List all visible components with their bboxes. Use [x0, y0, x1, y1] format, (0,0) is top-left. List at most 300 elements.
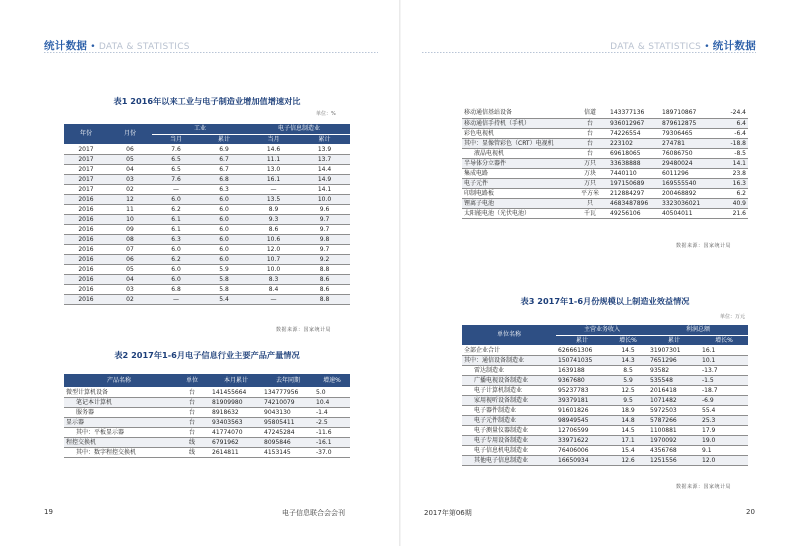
table-row	[64, 174, 350, 184]
table-row	[462, 188, 748, 198]
section-title-cn: 统计数据	[44, 40, 88, 52]
table-cell: 万只	[572, 158, 608, 168]
table-cell: 9.7	[299, 244, 350, 254]
table-cell: 21.6	[712, 208, 748, 218]
table-cell: 2016	[64, 264, 108, 274]
table-cell: 笔记本计算机	[64, 397, 174, 407]
table-cell: 台	[572, 138, 608, 148]
table-cell: 12.0	[700, 455, 748, 465]
table-cell: 10.4	[314, 397, 350, 407]
table-cell: 4356768	[648, 445, 700, 455]
table-cell: 电子专用设备制造业	[462, 435, 556, 445]
table-cell: 76406006	[556, 445, 608, 455]
table-cell: 2016	[64, 294, 108, 304]
table-cell: 98949545	[556, 415, 608, 425]
table-row	[462, 345, 748, 355]
col-unit-header: 单位	[174, 374, 210, 387]
table-cell: 143377136	[608, 108, 660, 118]
table-row	[64, 184, 350, 194]
table1	[64, 124, 350, 305]
table-cell: 9.7	[299, 224, 350, 234]
table-cell: 半导体分立器件	[462, 158, 572, 168]
table-cell: 16650934	[556, 455, 608, 465]
table-row	[64, 274, 350, 284]
col-year-header: 年份	[64, 124, 108, 144]
table-cell: -6.9	[700, 395, 748, 405]
table-cell: 8.9	[248, 204, 299, 214]
table-cell: 16.1	[700, 345, 748, 355]
table-cell: 06	[108, 254, 152, 264]
table-cell: 8.6	[299, 284, 350, 294]
table-cell: 4683487896	[608, 198, 660, 208]
col-profit-header: 利润总额	[648, 325, 748, 335]
table-cell: 6.0	[152, 244, 200, 254]
table-cell: 锂离子电池	[462, 198, 572, 208]
table-cell: 6.9	[200, 144, 248, 154]
table-row	[64, 254, 350, 264]
table-cell: 台	[572, 148, 608, 158]
table-cell: 10.7	[248, 254, 299, 264]
table-cell: 74226554	[608, 128, 660, 138]
table-row	[462, 395, 748, 405]
table-row	[462, 198, 748, 208]
table-cell: 6.7	[200, 154, 248, 164]
table-cell: 广播电视设备制造业	[462, 375, 556, 385]
table-cell: 189710867	[660, 108, 712, 118]
table-cell: 6.3	[200, 184, 248, 194]
table-cell: 5.8	[200, 284, 248, 294]
table-cell: 936012967	[608, 118, 660, 128]
table-cell: 千瓦	[572, 208, 608, 218]
table-row	[462, 168, 748, 178]
table-cell: 11.1	[248, 154, 299, 164]
table-cell: 274781	[660, 138, 712, 148]
header-rule	[44, 52, 378, 53]
table-cell: 6.2	[152, 204, 200, 214]
table-cell: 7440110	[608, 168, 660, 178]
table-cell: 移动通信基站设备	[462, 108, 572, 118]
table-cell: 9.6	[299, 204, 350, 214]
table-cell: 台	[174, 417, 210, 427]
col-revenue-header: 主营业务收入	[556, 325, 648, 335]
table-cell: 13.7	[299, 154, 350, 164]
table-cell: 10	[108, 214, 152, 224]
table-cell: 17.9	[700, 425, 748, 435]
table-cell: 879612875	[660, 118, 712, 128]
table-cell: —	[152, 184, 200, 194]
table-cell: 6.0	[200, 254, 248, 264]
table-cell: -1.4	[314, 407, 350, 417]
table-cell: 02	[108, 294, 152, 304]
table2-source: 数据来源：国家统计局	[676, 243, 732, 249]
table-cell: 2016	[64, 234, 108, 244]
table-cell: 2016	[64, 274, 108, 284]
table-row	[462, 415, 748, 425]
table-cell: 信道	[572, 108, 608, 118]
table-cell: 家用视听设备制造业	[462, 395, 556, 405]
table-cell: 6.7	[200, 164, 248, 174]
table-cell: 3323036021	[660, 198, 712, 208]
table-cell: 2614811	[210, 447, 262, 457]
table-cell: 平方米	[572, 188, 608, 198]
table-cell: 5.9	[608, 375, 648, 385]
table-cell: 81909980	[210, 397, 262, 407]
table-cell: -18.8	[712, 138, 748, 148]
table-cell: 电子元件制造业	[462, 415, 556, 425]
table1-caption: 表1 2016年以来工业与电子制造业增加值增速对比	[113, 96, 301, 106]
table-cell: 03	[108, 284, 152, 294]
table-row	[64, 264, 350, 274]
table-cell: 15.4	[608, 445, 648, 455]
table-cell: 41774070	[210, 427, 262, 437]
table-cell: -18.7	[700, 385, 748, 395]
table-cell: 2016	[64, 194, 108, 204]
table-row	[64, 224, 350, 234]
table-cell: 11	[108, 204, 152, 214]
table3-unit: 单位：万元	[720, 314, 746, 320]
table2-continued	[462, 108, 748, 219]
table-cell: 31907301	[648, 345, 700, 355]
table-cell: 7.6	[152, 144, 200, 154]
table-cell: 40.9	[712, 198, 748, 208]
section-title-en: DATA & STATISTICS	[610, 42, 702, 52]
table-cell: 29480024	[660, 158, 712, 168]
table-cell: 5.0	[314, 387, 350, 397]
table-row	[462, 375, 748, 385]
table-cell: 6.4	[712, 118, 748, 128]
table-cell: 液晶电视机	[462, 148, 572, 158]
table-cell: 13.0	[248, 164, 299, 174]
table-cell: 程控交换机	[64, 437, 174, 447]
table-cell: -8.5	[712, 148, 748, 158]
table-cell: 69618065	[608, 148, 660, 158]
table-cell: 6.0	[200, 234, 248, 244]
table-cell: 10.6	[248, 234, 299, 244]
table-cell: 万块	[572, 168, 608, 178]
table3-source: 数据来源：国家统计局	[676, 484, 732, 490]
table-row	[462, 108, 748, 118]
table-cell: 33971622	[556, 435, 608, 445]
table-cell: 显示器	[64, 417, 174, 427]
col-ytd-header: 本月累计	[210, 374, 262, 387]
table-cell: 电子计算机制造业	[462, 385, 556, 395]
table-cell: 9367680	[556, 375, 608, 385]
table-cell: 只	[572, 198, 608, 208]
table2	[64, 374, 350, 458]
table-cell: 台	[174, 387, 210, 397]
table-cell: 14.6	[248, 144, 299, 154]
table-cell: 6.0	[200, 204, 248, 214]
table-cell: 14.8	[608, 415, 648, 425]
table-cell: 2016418	[648, 385, 700, 395]
table1-unit: 单位：%	[316, 111, 336, 117]
table-cell: 移动通信手持机（手机）	[462, 118, 572, 128]
table-cell: 6.0	[152, 264, 200, 274]
table-cell: 2016	[64, 284, 108, 294]
table-row	[462, 148, 748, 158]
table-cell: 6.5	[152, 164, 200, 174]
table-cell: 其中：平板显示器	[64, 427, 174, 437]
table-cell: 05	[108, 154, 152, 164]
table-cell: 9.3	[248, 214, 299, 224]
table-row	[64, 427, 350, 437]
table-cell: 23.8	[712, 168, 748, 178]
table-cell: 76086750	[660, 148, 712, 158]
table-cell: 5972503	[648, 405, 700, 415]
table-cell: 74210079	[262, 397, 314, 407]
table-cell: 线	[174, 447, 210, 457]
table-cell: 9043130	[262, 407, 314, 417]
table-cell: 626661306	[556, 345, 608, 355]
table-cell: 10.0	[299, 194, 350, 204]
col-industry-header: 工业	[152, 124, 248, 134]
table-cell: 6.2	[152, 254, 200, 264]
table-cell: 09	[108, 224, 152, 234]
table-cell: 2017	[64, 184, 108, 194]
table-row	[462, 445, 748, 455]
table-cell: —	[248, 294, 299, 304]
table-cell: 18.9	[608, 405, 648, 415]
table-cell: 19.0	[700, 435, 748, 445]
table-cell: 12.6	[608, 455, 648, 465]
table1-source: 数据来源：国家统计局	[276, 327, 332, 333]
table-cell: 电子元件	[462, 178, 572, 188]
table-cell: 微型计算机设备	[64, 387, 174, 397]
table-cell: 1251556	[648, 455, 700, 465]
table-row	[64, 164, 350, 174]
table-row	[462, 365, 748, 375]
table-cell: —	[248, 184, 299, 194]
table-row	[462, 208, 748, 218]
table-cell: 9.1	[700, 445, 748, 455]
table-row	[64, 437, 350, 447]
col-cumulative-header: 累计	[648, 335, 700, 345]
table-row	[64, 284, 350, 294]
table-row	[462, 455, 748, 465]
table-row	[64, 214, 350, 224]
table-cell: 14.4	[299, 164, 350, 174]
col-current-header: 当月	[248, 134, 299, 144]
table-cell: 91601826	[556, 405, 608, 415]
table-cell: 79306465	[660, 128, 712, 138]
left-page-header: 统计数据 • DATA & STATISTICS	[44, 40, 190, 52]
page-spine	[399, 0, 401, 546]
table-cell: 其中：通信设备制造业	[462, 355, 556, 365]
table-cell: 2017	[64, 164, 108, 174]
table-cell: 8095846	[262, 437, 314, 447]
table-cell: 2017	[64, 144, 108, 154]
table-cell: 8.8	[299, 294, 350, 304]
table-cell: 47245284	[262, 427, 314, 437]
header-rule	[422, 52, 756, 53]
section-title-en: DATA & STATISTICS	[98, 42, 190, 52]
table-cell: 6.8	[200, 174, 248, 184]
table-cell: 6791962	[210, 437, 262, 447]
table-cell: 2016	[64, 214, 108, 224]
table-cell: 200468892	[660, 188, 712, 198]
table-row	[64, 234, 350, 244]
table-cell: 02	[108, 184, 152, 194]
table-cell: 535548	[648, 375, 700, 385]
table-cell: 其中：数字程控交换机	[64, 447, 174, 457]
table-cell: -37.0	[314, 447, 350, 457]
table-cell: 太阳能电池（光伏电池）	[462, 208, 572, 218]
table-cell: -6.4	[712, 128, 748, 138]
col-month-header: 月份	[108, 124, 152, 144]
section-title-cn: 统计数据	[712, 40, 756, 52]
table-cell: 16.3	[712, 178, 748, 188]
table-cell: 14.3	[608, 355, 648, 365]
table-cell: 4153145	[262, 447, 314, 457]
table-row	[64, 447, 350, 457]
table-cell: 55.4	[700, 405, 748, 415]
col-product-header: 产品名称	[64, 374, 174, 387]
table-cell: 6.0	[200, 194, 248, 204]
table-row	[462, 425, 748, 435]
table-cell: 14.1	[299, 184, 350, 194]
table-cell: 17.1	[608, 435, 648, 445]
table-cell: 9.2	[299, 254, 350, 264]
table-cell: 8918632	[210, 407, 262, 417]
table-row	[462, 138, 748, 148]
table-cell: 12.5	[608, 385, 648, 395]
table-cell: 8.3	[248, 274, 299, 284]
table-cell: 03	[108, 174, 152, 184]
table-cell: 电子信息机电制造业	[462, 445, 556, 455]
table-cell: 197150689	[608, 178, 660, 188]
table-cell: 全部企业合计	[462, 345, 556, 355]
table-cell: 8.8	[299, 264, 350, 274]
table-cell: 电子器件制造业	[462, 405, 556, 415]
table-cell: 6.0	[152, 194, 200, 204]
table-cell: 5.4	[200, 294, 248, 304]
table-cell: 93582	[648, 365, 700, 375]
table-cell: 彩色电视机	[462, 128, 572, 138]
table-cell: 212884297	[608, 188, 660, 198]
table-row	[64, 144, 350, 154]
table-cell: 223102	[608, 138, 660, 148]
table-cell: 95805411	[262, 417, 314, 427]
table-cell: -13.7	[700, 365, 748, 375]
table-cell: 万只	[572, 178, 608, 188]
table-row	[462, 405, 748, 415]
table-cell: 印制电路板	[462, 188, 572, 198]
table-row	[64, 154, 350, 164]
table-cell: 台	[174, 407, 210, 417]
table-cell: 8.4	[248, 284, 299, 294]
table-cell: 6.1	[152, 224, 200, 234]
table-row	[64, 387, 350, 397]
table-cell: 5.8	[200, 274, 248, 284]
col-lastyear-header: 去年同期	[262, 374, 314, 387]
table-cell: 150741035	[556, 355, 608, 365]
table-cell: 13.9	[299, 144, 350, 154]
table-row	[462, 385, 748, 395]
table-row	[462, 355, 748, 365]
table-cell: 6.2	[712, 188, 748, 198]
table-cell: 7651296	[648, 355, 700, 365]
table-cell: 9.5	[608, 395, 648, 405]
table3	[462, 325, 748, 466]
table-cell: 06	[108, 144, 152, 154]
table-cell: 8.6	[299, 274, 350, 284]
table-cell: 14.1	[712, 158, 748, 168]
table-row	[462, 178, 748, 188]
table-cell: 雷达制造业	[462, 365, 556, 375]
table-cell: 1100881	[648, 425, 700, 435]
table-cell: 13.5	[248, 194, 299, 204]
table-row	[64, 244, 350, 254]
col-electronics-header: 电子信息制造业	[248, 124, 350, 134]
table-cell: 1639188	[556, 365, 608, 375]
table-cell: 08	[108, 234, 152, 244]
table-cell: 8.6	[248, 224, 299, 234]
table-cell: 2017	[64, 154, 108, 164]
table-cell: 14.9	[299, 174, 350, 184]
table-cell: 04	[108, 274, 152, 284]
table-cell: 95237783	[556, 385, 608, 395]
table-row	[462, 435, 748, 445]
table-cell: 台	[572, 128, 608, 138]
col-cumulative-header: 累计	[299, 134, 350, 144]
col-cumulative-header: 累计	[200, 134, 248, 144]
table-cell: 14.5	[608, 345, 648, 355]
col-growth-header: 增长%	[608, 335, 648, 345]
table-row	[64, 417, 350, 427]
table-cell: 6.8	[152, 284, 200, 294]
table-cell: -2.5	[314, 417, 350, 427]
table-cell: 14.5	[608, 425, 648, 435]
table-cell: 9.8	[299, 234, 350, 244]
journal-name: 电子信息联合会会刊	[282, 509, 345, 517]
col-growth-header: 增速%	[314, 374, 350, 387]
table-cell: 6.0	[200, 244, 248, 254]
table-row	[64, 397, 350, 407]
table-cell: 40504011	[660, 208, 712, 218]
table-cell: 33638888	[608, 158, 660, 168]
table-cell: 16.1	[248, 174, 299, 184]
table-cell: 9.7	[299, 214, 350, 224]
table-cell: 6.5	[152, 154, 200, 164]
right-page-header: DATA & STATISTICS • 统计数据	[610, 40, 756, 52]
issue-label: 2017年第06期	[424, 509, 472, 517]
table-cell: 其他电子信息制造业	[462, 455, 556, 465]
table-cell: 2016	[64, 204, 108, 214]
table-cell: 04	[108, 164, 152, 174]
table-cell: 电子测量仪器制造业	[462, 425, 556, 435]
table-cell: 12706599	[556, 425, 608, 435]
table-cell: 台	[572, 118, 608, 128]
table-cell: 6.1	[152, 214, 200, 224]
table-cell: 6.3	[152, 234, 200, 244]
table-cell: -11.6	[314, 427, 350, 437]
table-cell: —	[152, 294, 200, 304]
table-cell: 12	[108, 194, 152, 204]
table-cell: 49256106	[608, 208, 660, 218]
table-cell: 05	[108, 264, 152, 274]
table-cell: -1.5	[700, 375, 748, 385]
page-number-left: 19	[44, 508, 53, 516]
table-cell: 169555540	[660, 178, 712, 188]
table-cell: 线	[174, 437, 210, 447]
table-cell: 8.5	[608, 365, 648, 375]
table-cell: 台	[174, 427, 210, 437]
table-cell: 39379181	[556, 395, 608, 405]
col-name-header: 单位名称	[462, 325, 556, 345]
table-cell: 7.6	[152, 174, 200, 184]
table-cell: 6011296	[660, 168, 712, 178]
table-row	[64, 294, 350, 304]
